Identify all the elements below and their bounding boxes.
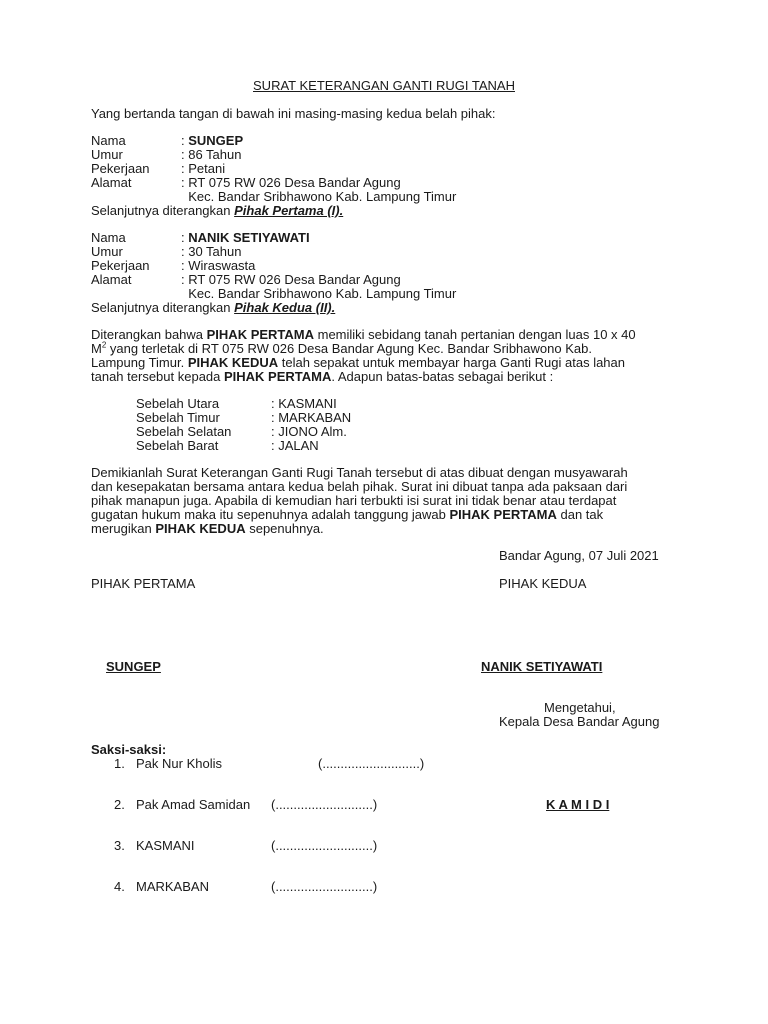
statement-line: Diterangkan bahwa PIHAK PERTAMA memiliki sebidang tanah pertanian dengan luas 10 x 40 (91, 327, 636, 342)
party-two-designation: Selanjutnya diterangkan Pihak Kedua (II). (91, 300, 336, 315)
closing-line: Demikianlah Surat Keterangan Ganti Rugi Tanah tersebut di atas dibuat dengan musyawarah (91, 465, 628, 480)
field-value: : 86 Tahun (181, 147, 242, 162)
closing-line: merugikan PIHAK KEDUA sepenuhnya. (91, 521, 324, 536)
acknowledged-label: Mengetahui, (544, 700, 616, 715)
field-value: : Petani (181, 161, 226, 176)
witness-number: 3. (114, 838, 125, 853)
village-head-name: K A M I D I (546, 797, 610, 812)
closing-line: pihak manapun juga. Apabila di kemudian hari terbukti isi surat ini tidak benar atau terdapat (91, 493, 617, 508)
document-title: SURAT KETERANGAN GANTI RUGI TANAH (253, 78, 515, 93)
field-value: : NANIK SETIYAWATI (181, 230, 310, 245)
party-one-sign-label: PIHAK PERTAMA (91, 576, 196, 591)
boundary-value: : MARKABAN (271, 410, 352, 425)
party-two-signature-name: NANIK SETIYAWATI (481, 659, 603, 674)
party-one-signature-name: SUNGEP (106, 659, 161, 674)
field-value: Kec. Bandar Sribhawono Kab. Lampung Timur (181, 286, 457, 301)
statement-line: tanah tersebut kepada PIHAK PERTAMA. Adapun batas-batas sebagai berikut : (91, 369, 554, 384)
party-two-name: NANIK SETIYAWATI (188, 230, 310, 245)
field-label: Umur (91, 244, 123, 259)
field-value: : RT 075 RW 026 Desa Bandar Agung (181, 272, 401, 287)
boundary-value: : JIONO Alm. (271, 424, 347, 439)
witness-number: 4. (114, 879, 125, 894)
intro-text: Yang bertanda tangan di bawah ini masing-masing kedua belah pihak: (91, 106, 496, 121)
field-value: : SUNGEP (181, 133, 244, 148)
witness-name: Pak Nur Kholis (136, 756, 222, 771)
field-value: Kec. Bandar Sribhawono Kab. Lampung Timur (181, 189, 457, 204)
witness-signature-line: (...........................) (318, 756, 425, 771)
field-label: Pekerjaan (91, 258, 150, 273)
field-label: Alamat (91, 272, 132, 287)
party-one-designation: Selanjutnya diterangkan Pihak Pertama (I). (91, 203, 344, 218)
field-label: Alamat (91, 175, 132, 190)
party-one-name: SUNGEP (188, 133, 244, 148)
village-head-title: Kepala Desa Bandar Agung (499, 714, 660, 729)
statement-line: Lampung Timur. PIHAK KEDUA telah sepakat untuk membayar harga Ganti Rugi atas lahan (91, 355, 625, 370)
field-label: Umur (91, 147, 123, 162)
closing-line: dan kesepakatan bersama antara kedua belah pihak. Surat ini dibuat tanpa ada paksaan dari (91, 479, 628, 494)
boundary-label: Sebelah Selatan (136, 424, 232, 439)
witness-signature-line: (...........................) (271, 797, 378, 812)
party-one-role: Pihak Pertama (I). (234, 203, 344, 218)
witness-number: 1. (114, 756, 125, 771)
witness-signature-line: (...........................) (271, 879, 378, 894)
boundary-label: Sebelah Barat (136, 438, 219, 453)
witness-name: Pak Amad Samidan (136, 797, 251, 812)
boundary-label: Sebelah Utara (136, 396, 220, 411)
witness-name: KASMANI (136, 838, 195, 853)
party-two-sign-label: PIHAK KEDUA (499, 576, 587, 591)
boundary-value: : KASMANI (271, 396, 337, 411)
place-date: Bandar Agung, 07 Juli 2021 (499, 548, 659, 563)
field-value: : RT 075 RW 026 Desa Bandar Agung (181, 175, 401, 190)
boundary-value: : JALAN (271, 438, 319, 453)
field-value: : Wiraswasta (181, 258, 256, 273)
boundary-label: Sebelah Timur (136, 410, 220, 425)
witness-number: 2. (114, 797, 125, 812)
field-label: Pekerjaan (91, 161, 150, 176)
party-two-role: Pihak Kedua (II). (234, 300, 336, 315)
statement-line: $M^2$ yang terletak di RT 075 RW 026 Desa Bandar Agung Kec. Bandar Sribhawono Kab. (91, 340, 592, 356)
field-value: : 30 Tahun (181, 244, 242, 259)
field-label: Nama (91, 133, 126, 148)
witness-name: MARKABAN (136, 879, 209, 894)
closing-line: gugatan hukum maka itu sepenuhnya adalah tanggung jawab PIHAK PERTAMA dan tak (91, 507, 604, 522)
witness-signature-line: (...........................) (271, 838, 378, 853)
witnesses-heading: Saksi-saksi: (91, 742, 167, 757)
field-label: Nama (91, 230, 126, 245)
